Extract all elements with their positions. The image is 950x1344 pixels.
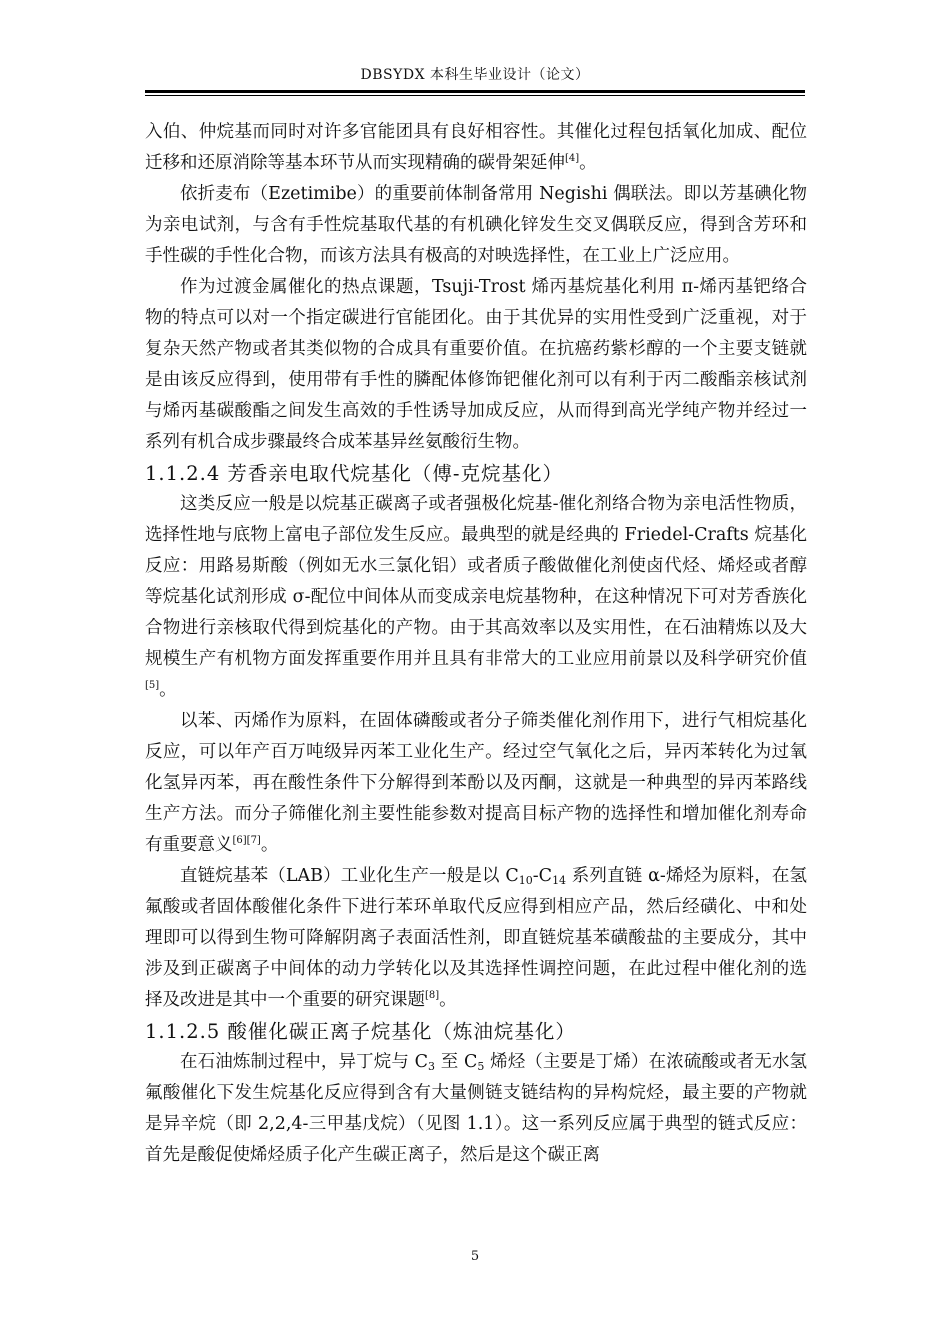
- paragraph-continued: 入伯、仲烷基而同时对许多官能团具有良好相容性。其催化过程包括氧化加成、配位迁移和还原消除等基本环节从而实现精确的碳骨架延伸[4]。: [145, 122, 807, 173]
- running-header: DBSYDX 本科生毕业设计（论文）: [360, 67, 590, 83]
- body-text: [145, 117, 807, 1171]
- paragraph-cumene: 以苯、丙烯作为原料，在固体磷酸或者分子筛类催化剂作用下，进行气相烷基化反应，可以年产百万吨级异丙苯工业化生产。经过空气氧化之后，异丙苯转化为过氧化氢异丙苯，再在酸性条件下分解得到苯酚以及丙酮，这就是一种典型的异丙苯路线生产方法。而分子筛催化剂主要性能参数对提高目标产物的选择性和增加催化剂寿命有重要意义[6][7]。: [145, 711, 807, 855]
- citation-ref: [8]: [425, 990, 440, 1001]
- section-heading-1-1-2-4: 1.1.2.4 芳香亲电取代烷基化（傅-克烷基化）: [145, 462, 564, 485]
- paragraph-friedel-crafts: 这类反应一般是以烷基正碳离子或者强极化烷基-催化剂络合物为亲电活性物质，选择性地与底物上富电子部位发生反应。最典型的就是经典的 Friedel-Crafts 烷基化反应：用路易斯酸（例如无水三氯化铝）或者质子酸做催化剂使卤代烃、烯烃或者醇等烷基化试剂形成 σ-配位中间体从而变成亲电烷基物种，在这种情况下可对芳香族化合物进行亲核取代得到烷基化的产物。由于其高效率以及实用性，在石油精炼以及大规模生产有机物方面发挥重要作用并且具有非常大的工业应用前景以及科学研究价值[5]。: [145, 494, 807, 700]
- page-number: 5: [470, 1249, 480, 1264]
- section-heading-1-1-2-5: 1.1.2.5 酸催化碳正离子烷基化（炼油烷基化）: [145, 1020, 576, 1043]
- paragraph-ezetimibe: 依折麦布（Ezetimibe）的重要前体制备常用 Negishi 偶联法。即以芳基碘化物为亲电试剂，与含有手性烷基取代基的有机碘化锌发生交叉偶联反应，得到含芳环和手性碳的手性化合物，而该方法具有极高的对映选择性，在工业上广泛应用。: [145, 184, 807, 266]
- paragraph-refinery-alkylation: 在石油炼制过程中，异丁烷与 $C_3$ 至 $C_5$ 烯烃（主要是丁烯）在浓硫酸或者无水氢氟酸催化下发生烷基化反应得到含有大量侧链支链结构的异构烷烃，最主要的产物就是异辛烷（即 2,2,4-三甲基戊烷）（见图 1.1）。这一系列反应属于典型的链式反应：首先是酸促使烯烃质子化产生碳正离子，然后是这个碳正离: [145, 1052, 808, 1165]
- citation-ref: [6][7]: [232, 835, 261, 846]
- paragraph-lab: 直链烷基苯（LAB）工业化生产一般是以 $C_{10}-C_{14}$ 系列直链 α-烯烃为原料，在氢氟酸或者固体酸催化条件下进行苯环单取代反应得到相应产品，然后经磺化、中和处理即可以得到生物可降解阴离子表面活性剂，即直链烷基苯磺酸盐的主要成分，其中涉及到正碳离子中间体的动力学转化以及其选择性调控问题，在此过程中催化剂的选择及改进是其中一个重要的研究课题[8]。: [145, 866, 807, 1010]
- header-rule-thick: [145, 90, 805, 93]
- header-rule-thin: [145, 95, 805, 96]
- citation-ref: [4]: [565, 153, 580, 164]
- citation-ref: [5]: [145, 680, 160, 691]
- paragraph-tsuji-trost: 作为过渡金属催化的热点课题，Tsuji-Trost 烯丙基烷基化利用 π-烯丙基钯络合物的特点可以对一个指定碳进行官能团化。由于其优异的实用性受到广泛重视，对于复杂天然产物或者其类似物的合成具有重要价值。在抗癌药紫杉醇的一个主要支链就是由该反应得到，使用带有手性的膦配体修饰钯催化剂可以有利于丙二酸酯亲核试剂与烯丙基碳酸酯之间发生高效的手性诱导加成反应，从而得到高光学纯产物并经过一系列有机合成步骤最终合成苯基异丝氨酸衍生物。: [145, 277, 807, 452]
